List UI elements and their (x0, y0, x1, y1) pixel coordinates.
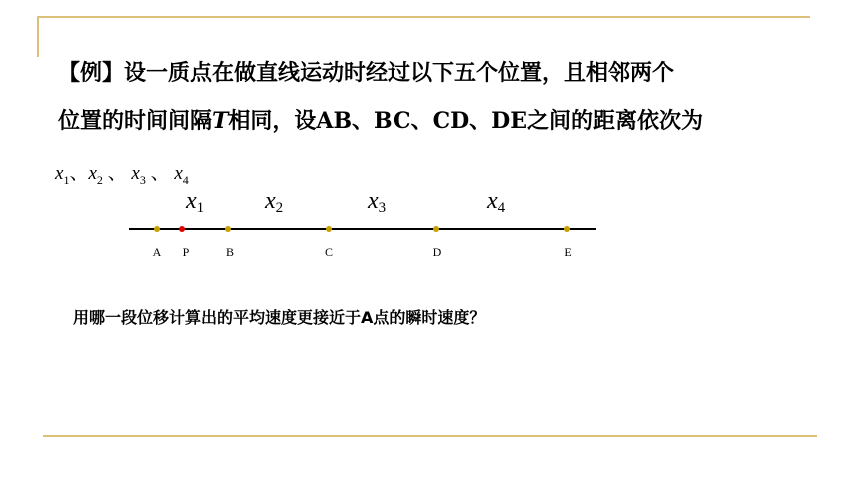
var-x1: x (55, 163, 64, 184)
var-sep-2: 、 (102, 163, 127, 184)
example-text-1: 【例】设一质点在做直线运动时经过以下五个位置，且相邻两个 (58, 60, 675, 86)
question-text: 用哪一段位移计算出的平均速度更接近于A点的瞬时速度？ (73, 308, 486, 327)
segment-label-x3: x3 (368, 188, 387, 216)
var-x3: x (131, 163, 140, 184)
segment-label-x4: x4 (487, 188, 506, 216)
var-x3-sub: 3 (139, 172, 146, 187)
var-sep-3: 、 (145, 163, 170, 184)
bottom-decor-line (43, 435, 817, 437)
segment-label-x1: x1 (186, 188, 205, 216)
point-e-dot (564, 226, 570, 232)
var-x2: x (88, 163, 97, 184)
point-d-label: D (432, 245, 442, 259)
var-x4: x (174, 163, 183, 184)
var-x4-sub: 4 (182, 172, 189, 187)
point-d-dot (433, 226, 439, 232)
var-sep-1: 、 (69, 163, 89, 184)
point-p-dot (179, 226, 185, 232)
point-b-label: B (225, 245, 235, 259)
time-variable: T (212, 108, 229, 134)
var-x2-sub: 2 (96, 172, 103, 187)
point-p-label: P (182, 245, 190, 259)
point-a-dot (154, 226, 160, 232)
point-c-dot (326, 226, 332, 232)
point-b-dot (225, 226, 231, 232)
point-c-label: C (324, 245, 334, 259)
point-e-label: E (564, 245, 572, 259)
point-a-label: A (152, 245, 162, 259)
segment-label-x2: x2 (265, 188, 284, 216)
example-text-2a: 位置的时间间隔 (58, 108, 213, 134)
example-text-2b: 相同，设AB、BC、CD、DE之间的距离依次为 (228, 108, 704, 134)
var-x1-sub: 1 (63, 172, 70, 187)
